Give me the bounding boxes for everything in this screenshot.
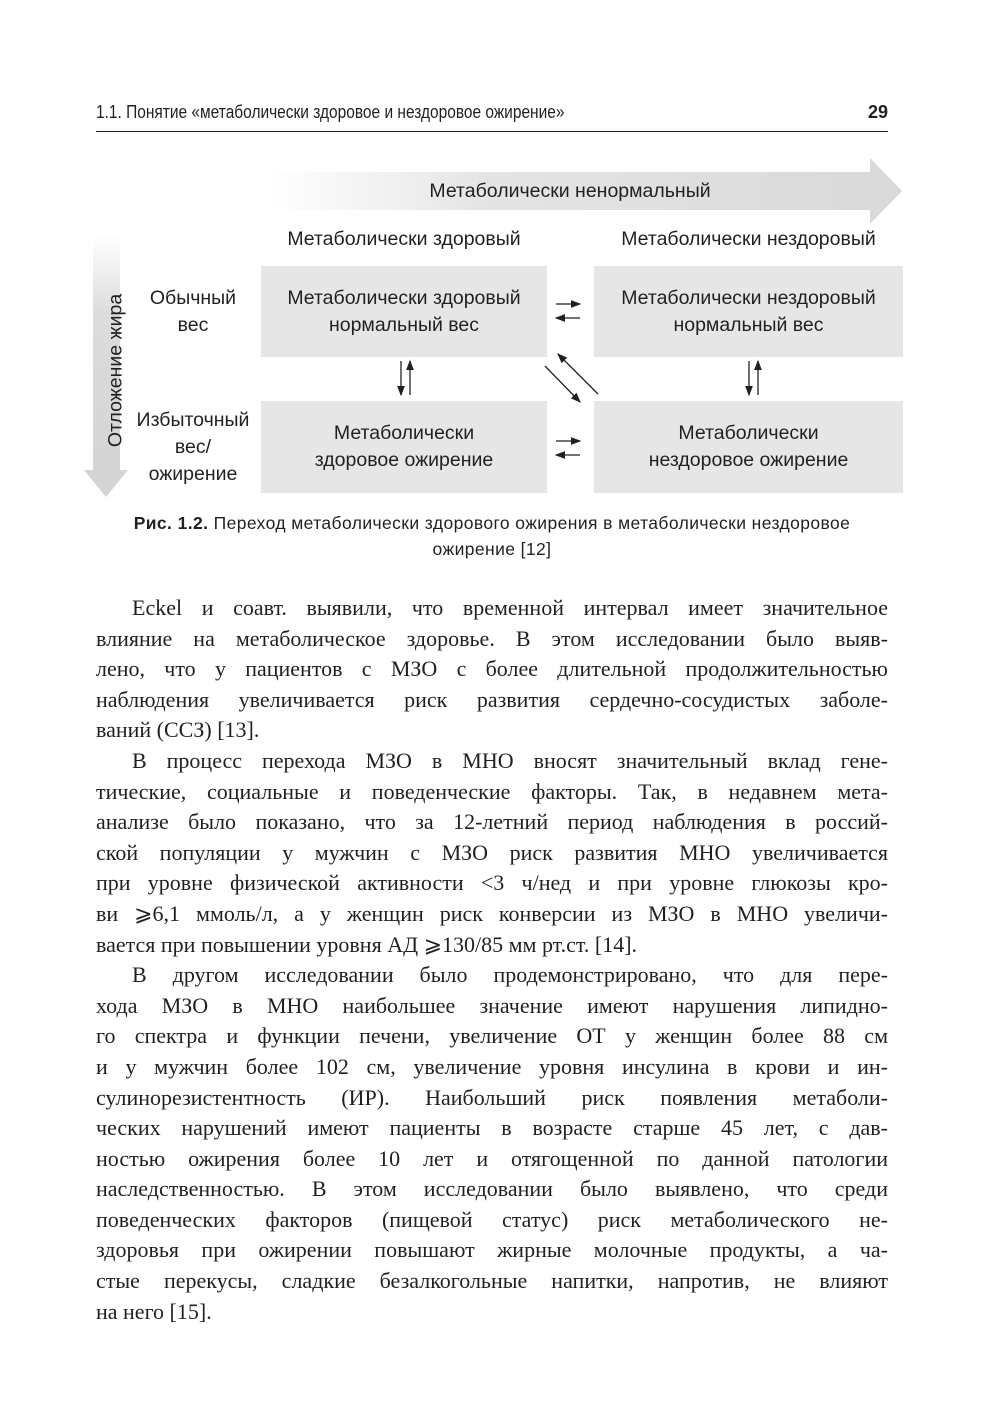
page-number: 29 [867, 102, 888, 122]
text-line: поведенческих факторов (пищевой статус) риск метаболического не- [96, 1206, 888, 1232]
text-line: на него [15]. [96, 1298, 212, 1324]
box-mho [261, 401, 547, 493]
text-line: сулинорезистентность (ИР). Наибольший риск появления метаболи- [96, 1084, 888, 1110]
row-label-line: Обычный [149, 287, 237, 309]
side-arrow-text: Отложение жира [104, 293, 127, 448]
row-label-normal [128, 285, 258, 339]
text-line: В другом исследовании было продемонстрировано, что для пере- [132, 962, 888, 988]
row-label-line: Избыточный [136, 409, 250, 431]
figure-caption [96, 510, 888, 562]
paragraph [96, 960, 888, 1327]
caption-label: Рис. 1.2. [133, 513, 209, 533]
side-arrow-label [103, 293, 130, 448]
paragraph [96, 746, 888, 960]
text-line: ностью ожирения более 10 лет и отягощенной по данной патологии [96, 1145, 888, 1171]
text-line: ваний (ССЗ) [13]. [96, 717, 260, 743]
box-muo [594, 401, 903, 493]
text-line: хода МЗО в МНО наибольшее значение имеют нарушения липидно- [96, 992, 888, 1018]
row-label-obese [126, 407, 260, 488]
box-mhnw [261, 266, 547, 357]
box-line: здоровое ожирение [314, 449, 494, 471]
text-line: анализе было показано, что за 12-летний период наблюдения в россий- [96, 809, 888, 835]
text-line: В процесс перехода МЗО в МНО вносят значительный вклад гене- [132, 747, 888, 773]
box-line: Метаболически [333, 422, 475, 444]
row-label-line: вес [177, 314, 209, 336]
col-header-healthy: Метаболически здоровый [287, 228, 521, 250]
text-line: наследственностью. В этом исследовании было выявлено, что среди [96, 1176, 888, 1202]
box-line: нормальный вес [673, 313, 824, 336]
body-text [96, 593, 888, 1327]
text-line: и у мужчин более 102 см, увеличение уровня инсулина в крови и ин- [96, 1053, 888, 1079]
text-line: вается при повышении уровня АД ⩾130/85 мм рт.ст. [14]. [96, 931, 638, 957]
paragraph [96, 593, 888, 746]
box-munw [594, 266, 903, 357]
running-header-title: 1.1. Понятие «метаболически здоровое и нездоровое ожирение» [96, 102, 565, 122]
text-line: стые перекусы, сладкие безалкогольные напитки, напротив, не влияют [96, 1268, 888, 1294]
caption-text: Переход метаболически здорового ожирения в метаболически нездоровое ожирение [12] [213, 513, 851, 559]
text-line: Eckel и соавт. выявили, что временной интервал имеет значительное [132, 595, 888, 620]
text-line: лено, что у пациентов с МЗО с более длительной продолжительностью [96, 656, 888, 682]
col-header-unhealthy: Метаболически нездоровый [621, 228, 876, 250]
top-arrow-label: Метаболически ненормальный [429, 180, 711, 202]
text-line: наблюдения увеличивается риск развития сердечно-сосудистых заболе- [96, 686, 888, 712]
text-line: ской популяции у мужчин с МЗО риск развития МНО увеличивается [96, 839, 888, 865]
box-line: Метаболически [678, 422, 819, 444]
box-line: нездоровое ожирение [648, 449, 849, 471]
box-line: нормальный вес [328, 313, 480, 336]
text-line: тические, социальные и поведенческие факторы. Так, в недавнем мета- [96, 778, 888, 804]
text-line: здоровья при ожирении повышают жирные молочные продукты, а ча- [96, 1237, 888, 1263]
box-line: Метаболически нездоровый [621, 286, 876, 309]
text-line: ческих нарушений имеют пациенты в возрасте старше 45 лет, с дав- [96, 1115, 888, 1141]
text-line: ви ⩾6,1 ммоль/л, а у женщин риск конверсии из МЗО в МНО увеличи- [96, 900, 888, 926]
text-line: влияние на метаболическое здоровье. В этом исследовании было выяв- [96, 625, 888, 651]
text-line: при уровне физической активности <3 ч/нед и при уровне глюкозы кро- [96, 870, 888, 896]
row-label-line: ожирение [148, 463, 238, 485]
box-line: Метаболически здоровый [287, 286, 521, 309]
text-line: го спектра и функции печени, увеличение ОТ у женщин более 88 см [96, 1023, 888, 1049]
row-label-line: вес/ [174, 436, 212, 458]
